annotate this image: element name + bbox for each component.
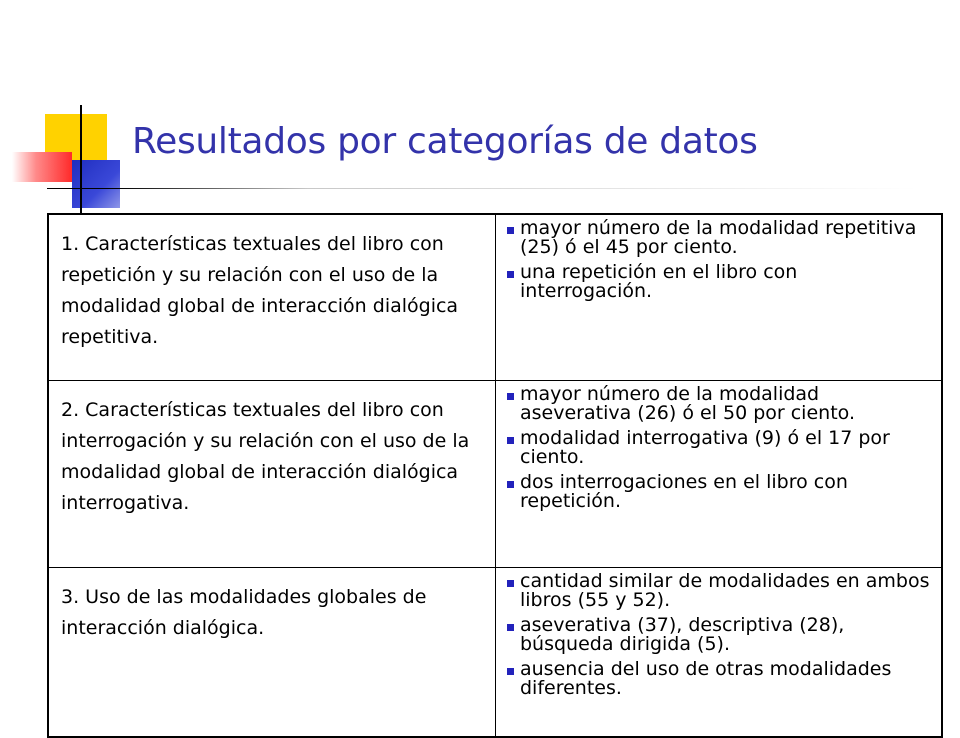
result-text: mayor número de la modalidad repetitiva (25) ó el 45 por ciento. [520,217,917,258]
square-bullet-icon [507,668,514,675]
square-bullet-icon [507,227,514,234]
table-row [48,214,942,381]
list-item [506,263,933,301]
category-cell: 2. Características textuales del libro con interrogación y su relación con el uso de la modalidad global de interacción dialógica interrogativa. [48,381,496,568]
decor-red-bar [12,152,72,182]
results-table [47,213,943,738]
decor-vertical-line [80,105,82,215]
list-item [506,616,933,654]
square-bullet-icon [507,580,514,587]
title-underline [47,188,917,189]
square-bullet-icon [507,481,514,488]
list-item [506,385,933,423]
category-cell: 3. Uso de las modalidades globales de interacción dialógica. [48,568,496,738]
list-item [506,219,933,257]
square-bullet-icon [507,437,514,444]
results-list [506,572,933,698]
results-list [506,385,933,511]
results-list [506,219,933,301]
result-text: una repetición en el libro con interrogación. [520,261,798,302]
list-item [506,429,933,467]
slide-title: Resultados por categorías de datos [132,121,758,162]
results-cell [496,214,943,381]
result-text: mayor número de la modalidad aseverativa (26) ó el 50 por ciento. [520,383,855,424]
square-bullet-icon [507,624,514,631]
list-item [506,660,933,698]
list-item [506,473,933,511]
result-text: aseverativa (37), descriptiva (28), búsqueda dirigida (5). [520,614,845,655]
result-text: cantidad similar de modalidades en ambos libros (55 y 52). [520,570,930,611]
list-item [506,572,933,610]
table-row [48,568,942,738]
category-cell: 1. Características textuales del libro con repetición y su relación con el uso de la modalidad global de interacción dialógica repetitiva. [48,214,496,381]
result-text: ausencia del uso de otras modalidades diferentes. [520,658,892,699]
result-text: dos interrogaciones en el libro con repetición. [520,471,848,512]
table-row [48,381,942,568]
results-cell [496,381,943,568]
square-bullet-icon [507,393,514,400]
results-cell [496,568,943,738]
square-bullet-icon [507,271,514,278]
result-text: modalidad interrogativa (9) ó el 17 por ciento. [520,427,890,468]
